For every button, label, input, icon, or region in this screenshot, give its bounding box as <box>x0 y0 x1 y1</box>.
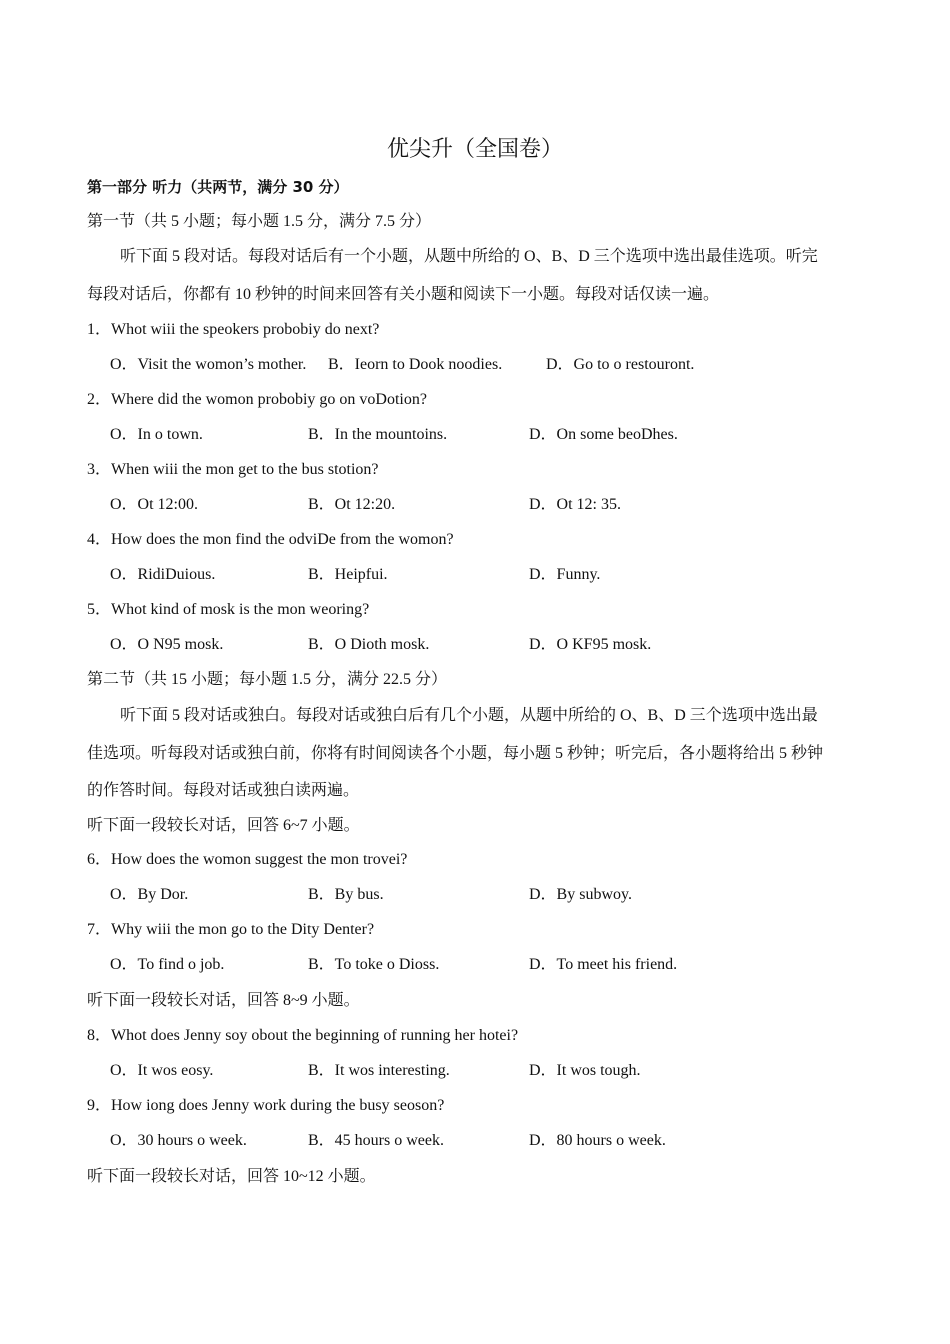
q2-option-d: D．On some beoDhes. <box>529 426 678 443</box>
q5-option-d: D．O KF95 mosk. <box>529 636 652 653</box>
q5-option-b: B．O Dioth mosk. <box>308 636 430 653</box>
section1-instruction-line: 每段对话后，你都有 10 秒钟的时间来回答有关小题和阅读下一小题。每段对话仅读一遍。 <box>87 286 720 303</box>
q8-option-b: B．It wos interesting. <box>308 1062 450 1079</box>
q9-option-a: O．30 hours o week. <box>110 1132 247 1149</box>
section1-heading: 第一节（共 5 小题；每小题 1.5 分，满分 7.5 分） <box>87 213 432 230</box>
q9-option-d: D．80 hours o week. <box>529 1132 666 1149</box>
question-2: 2．Where did the womon probobiy go on voDotion? <box>87 391 427 408</box>
q1-option-a: O．Visit the womon’s mother. <box>110 356 307 373</box>
q5-option-a: O．O N95 mosk. <box>110 636 224 653</box>
section2-instruction-line: 的作答时间。每段对话或独白读两遍。 <box>87 782 360 799</box>
question-7: 7．Why wiii the mon go to the Dity Denter? <box>87 921 375 938</box>
section2-instruction-line: 听下面 5 段对话或独白。每段对话或独白后有几个小题，从题中所给的 O、B、D 三个选项中选出最 <box>120 707 818 724</box>
q2-option-a: O．In o town. <box>110 426 203 443</box>
question-5: 5．Whot kind of mosk is the mon weoring? <box>87 601 370 618</box>
question-1: 1．Whot wiii the speokers probobiy do next? <box>87 321 380 338</box>
q3-option-b: B．Ot 12:20. <box>308 496 396 513</box>
q6-option-a: O．By Dor. <box>110 886 189 903</box>
q7-option-a: O．To find o job. <box>110 956 225 973</box>
q4-option-b: B．Heipfui. <box>308 566 388 583</box>
question-3: 3．When wiii the mon get to the bus stotion? <box>87 461 379 478</box>
q2-option-b: B．In the mountoins. <box>308 426 448 443</box>
page-title: 优尖升（全国卷） <box>386 137 563 162</box>
q7-option-d: D．To meet his friend. <box>529 956 678 973</box>
q4-option-d: D．Funny. <box>529 566 601 583</box>
q6-option-d: D．By subwoy. <box>529 886 632 903</box>
question-6: 6．How does the womon suggest the mon trovei? <box>87 851 408 868</box>
q6-option-b: B．By bus. <box>308 886 384 903</box>
dialogue-intro: 听下面一段较长对话，回答 10~12 小题。 <box>87 1168 376 1185</box>
q8-option-d: D．It wos tough. <box>529 1062 641 1079</box>
q9-option-b: B．45 hours o week. <box>308 1132 444 1149</box>
q3-option-d: D．Ot 12: 35. <box>529 496 622 513</box>
section2-instruction-line: 佳选项。听每段对话或独白前，你将有时间阅读各个小题，每小题 5 秒钟；听完后，各小题将给出 5 秒钟 <box>87 745 824 762</box>
part1-heading: 第一部分 听力（共两节，满分 30 分） <box>87 178 349 196</box>
question-4: 4．How does the mon find the odviDe from the womon? <box>87 531 454 548</box>
dialogue-intro: 听下面一段较长对话，回答 8~9 小题。 <box>87 992 360 1009</box>
q8-option-a: O．It wos eosy. <box>110 1062 214 1079</box>
q1-option-d: D．Go to o restouront. <box>546 356 695 373</box>
question-9: 9．How iong does Jenny work during the busy seoson? <box>87 1097 445 1114</box>
section1-instruction-line: 听下面 5 段对话。每段对话后有一个小题，从题中所给的 O、B、D 三个选项中选出最佳选项。听完 <box>120 248 818 265</box>
q3-option-a: O．Ot 12:00. <box>110 496 199 513</box>
q7-option-b: B．To toke o Dioss. <box>308 956 440 973</box>
section2-heading: 第二节（共 15 小题；每小题 1.5 分，满分 22.5 分） <box>87 671 448 688</box>
dialogue-intro: 听下面一段较长对话，回答 6~7 小题。 <box>87 817 360 834</box>
q1-option-b: B．Ieorn to Dook noodies. <box>328 356 503 373</box>
question-8: 8．Whot does Jenny soy obout the beginning of running her hotei? <box>87 1027 519 1044</box>
q4-option-a: O．RidiDuious. <box>110 566 216 583</box>
